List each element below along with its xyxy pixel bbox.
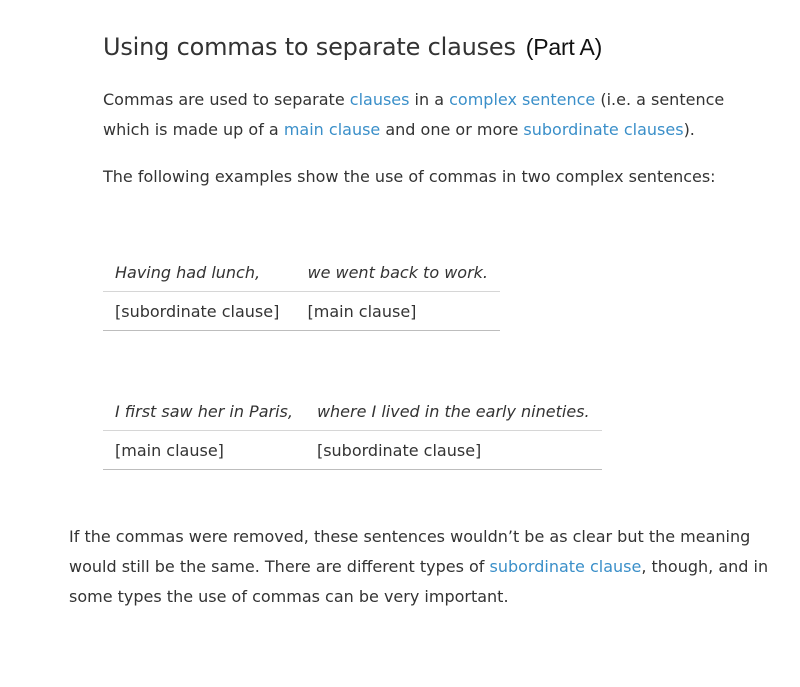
example-clause-cell: I first saw her in Paris, (103, 392, 305, 431)
link-clauses[interactable]: clauses (349, 90, 410, 109)
intro-paragraph (103, 85, 773, 145)
intro-text-5: ). (683, 120, 695, 139)
intro-text-1: Commas are used to separate (103, 90, 350, 109)
link-complex-sentence[interactable]: complex sentence (449, 90, 596, 109)
closing-paragraph (69, 522, 779, 612)
title-main: Using commas to separate clauses (103, 33, 516, 61)
link-main-clause[interactable]: main clause (283, 120, 381, 139)
example-clause-cell: where I lived in the early nineties. (305, 392, 602, 431)
example-sentence-row (103, 392, 602, 431)
clause-label-cell: [subordinate clause] (305, 431, 602, 470)
closing-text-1: If the commas were removed, these sentences wouldn’t be as clear but the meaning would still be the same. There are different types of (69, 527, 751, 576)
example-table-2 (103, 392, 602, 470)
lead-paragraph: The following examples show the use of commas in two complex sentences: (103, 167, 716, 186)
closing-text-2: , though, and in some types the use of commas can be very important. (69, 557, 769, 606)
clause-label-cell: [main clause] (103, 431, 305, 470)
intro-text-4: and one or more (380, 120, 524, 139)
title-part: (Part A) (525, 34, 603, 60)
example-label-row (103, 292, 500, 331)
example-sentence-row (103, 253, 500, 292)
clause-label-cell: [main clause] (295, 292, 500, 331)
example-clause-cell: Having had lunch, (103, 253, 295, 292)
clause-label-cell: [subordinate clause] (103, 292, 295, 331)
page-title (103, 33, 602, 61)
link-subordinate-clause[interactable]: subordinate clause (489, 557, 642, 576)
example-table-1 (103, 253, 500, 331)
intro-text-3: (i.e. a sentence which is made up of a (103, 90, 725, 139)
link-subordinate-clauses[interactable]: subordinate clauses (523, 120, 684, 139)
example-label-row (103, 431, 602, 470)
example-clause-cell: we went back to work. (295, 253, 500, 292)
intro-text-2: in a (409, 90, 450, 109)
